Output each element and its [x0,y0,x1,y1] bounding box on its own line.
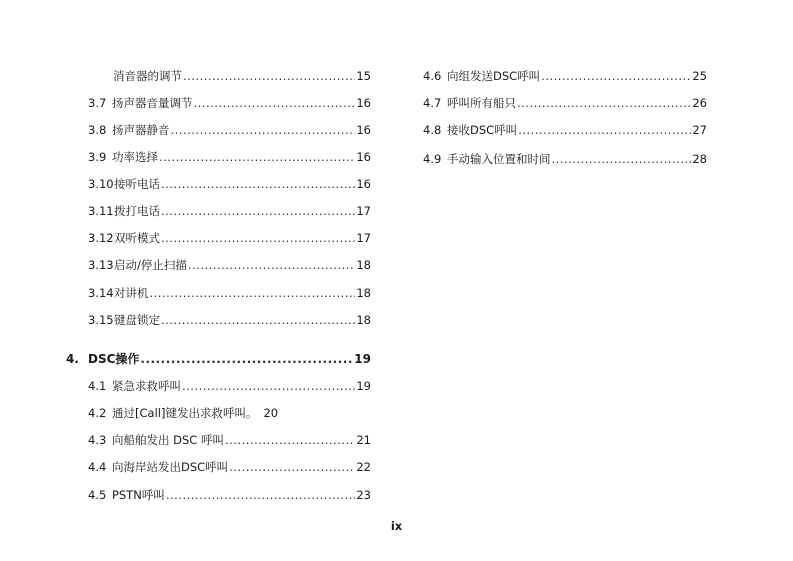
toc-leader [188,258,355,272]
toc-entry-page: 19 [354,352,371,366]
toc-entry-page: 16 [356,123,371,137]
toc-entry-title: 紧急求救呼叫 [112,379,181,393]
toc-leader [161,231,355,245]
toc-leader [194,96,356,110]
toc-leader [159,150,355,164]
toc-entry-title: 启动/停止扫描 [114,258,187,272]
toc-leader [225,433,355,447]
toc-leader [183,69,355,83]
toc-leader [552,152,692,166]
toc-entry-number: 4.9 [423,152,442,166]
toc-entry[interactable] [88,258,371,272]
toc-entry-number: 4.3 [88,433,107,447]
toc-leader [171,123,356,137]
toc-entry[interactable] [423,69,707,83]
toc-entry-page: 28 [692,152,707,166]
toc-entry[interactable] [88,204,371,218]
toc-leader [161,204,355,218]
toc-entry[interactable] [88,406,371,420]
toc-entry-title: 向海岸站发出DSC呼叫 [112,460,229,474]
toc-leader [518,123,691,137]
toc-entry-title: 呼叫所有船只 [447,96,516,110]
toc-leader [150,286,356,300]
toc-entry-page: 21 [356,433,371,447]
toc-entry-number: 3.8 [88,123,107,137]
toc-entry-page: 15 [356,69,371,83]
toc-entry[interactable] [88,379,371,393]
toc-entry-number: 3.12 [88,231,114,245]
toc-entry-title: 接听电话 [114,177,160,191]
toc-entry[interactable] [88,177,371,191]
toc-entry-number: 4.6 [423,69,442,83]
toc-entry-number: 4.8 [423,123,442,137]
toc-entry-number: 4.5 [88,488,107,502]
toc-entry-title: 扬声器音量调节 [112,96,193,110]
toc-entry-page: 16 [356,150,371,164]
toc-entry-page: 16 [356,96,371,110]
toc-entry-number: 4.7 [423,96,442,110]
toc-entry-page: 17 [356,204,371,218]
toc-entry-page: 17 [356,231,371,245]
toc-entry[interactable] [423,96,707,110]
toc-entry-page: 22 [356,460,371,474]
toc-entry[interactable] [88,313,371,327]
toc-entry[interactable] [113,69,371,83]
toc-entry-title: 拨打电话 [114,204,160,218]
toc-leader [517,96,691,110]
toc-entry[interactable] [88,123,371,137]
toc-entry-page: 20 [263,406,279,420]
toc-entry-number: 3.7 [88,96,107,110]
toc-entry-page: 26 [692,96,707,110]
toc-entry-title: 功率选择 [112,150,158,164]
toc-entry-title: 双听模式 [114,231,160,245]
page-number: ix [390,519,403,533]
toc-entry-number: 3.14 [88,286,114,300]
toc-entry-page: 16 [356,177,371,191]
toc-entry-number: 4.4 [88,460,107,474]
toc-leader [166,488,355,502]
toc-entry[interactable] [88,286,371,300]
toc-entry-page: 18 [356,286,371,300]
toc-entry-title: 键盘锁定 [114,313,160,327]
toc-chapter-entry[interactable] [66,352,371,366]
toc-leader [229,460,355,474]
toc-entry-page: 19 [356,379,371,393]
toc-entry-page: 25 [692,69,707,83]
toc-entry-title: 消音器的调节 [113,69,182,83]
toc-entry-title: 对讲机 [114,286,149,300]
toc-entry-number: 3.13 [88,258,114,272]
toc-entry-title: 接收DSC呼叫 [447,123,518,137]
toc-entry-page: 18 [356,313,371,327]
toc-entry-title: 向船舶发出 DSC 呼叫 [112,433,224,447]
toc-entry-number: 3.10 [88,177,114,191]
toc-entry-number: 4.2 [88,406,107,420]
toc-entry-page: 18 [356,258,371,272]
toc-entry-page: 23 [356,488,371,502]
toc-entry[interactable] [88,460,371,474]
toc-entry-title: DSC操作 [88,352,140,366]
toc-entry[interactable] [423,123,707,137]
toc-entry[interactable] [88,231,371,245]
toc-entry-title: 手动输入位置和时间 [447,152,551,166]
toc-entry-number: 4.1 [88,379,107,393]
toc-entry-title: 向组发送DSC呼叫 [447,69,541,83]
toc-entry-number: 3.11 [88,204,114,218]
toc-leader [541,69,691,83]
toc-entry-title: 通过[Call]键发出求救呼叫。 [112,406,258,420]
toc-entry[interactable] [88,488,371,502]
toc-entry-number: 4. [66,352,79,366]
toc-entry-title: 扬声器静音 [112,123,170,137]
toc-leader [161,177,355,191]
toc-entry-title: PSTN呼叫 [112,488,165,502]
toc-entry[interactable] [88,96,371,110]
toc-entry[interactable] [423,152,707,166]
toc-entry[interactable] [88,433,371,447]
toc-entry-number: 3.9 [88,150,107,164]
toc-leader [140,352,353,366]
toc-entry[interactable] [88,150,371,164]
toc-entry-page: 27 [692,123,707,137]
toc-entry-number: 3.15 [88,313,114,327]
toc-leader [182,379,355,393]
toc-leader [161,313,355,327]
